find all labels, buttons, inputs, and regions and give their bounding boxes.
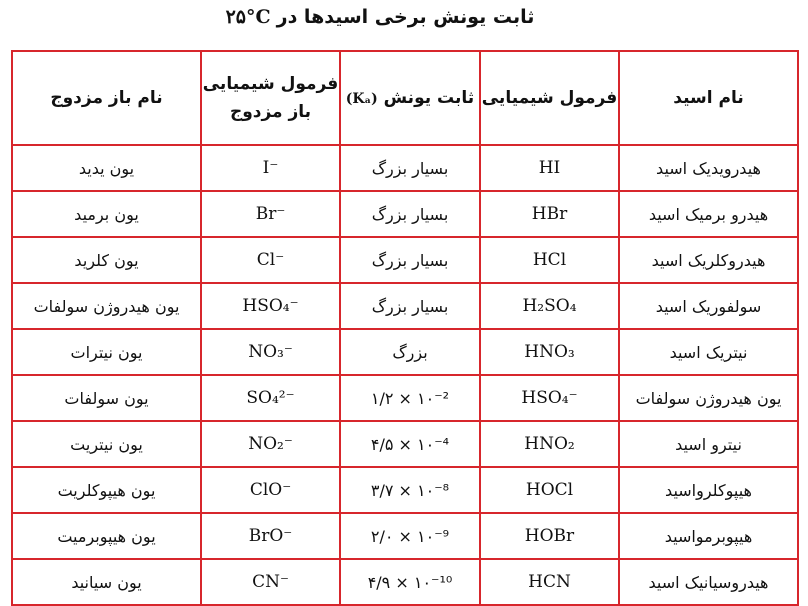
table-header-row [12, 51, 798, 145]
cell-ka-text: بسیار بزرگ [371, 158, 449, 178]
cell-acid-name [619, 283, 798, 329]
cell-ka-text: بسیار بزرگ [371, 250, 449, 270]
cell-acid-name [619, 467, 798, 513]
cell-base-formula-text: CN⁻ [252, 572, 289, 592]
table-row [12, 513, 798, 559]
cell-ka [340, 191, 480, 237]
cell-acid-name [619, 513, 798, 559]
cell-acid-name [619, 421, 798, 467]
cell-acid-name [619, 145, 798, 191]
cell-ka [340, 467, 480, 513]
cell-acid-formula-text: HI [538, 158, 561, 178]
cell-base-formula-text: NO₃⁻ [248, 342, 293, 362]
cell-base-name [12, 237, 201, 283]
cell-base-name [12, 283, 201, 329]
header-ka-symbol: (Kₐ) [345, 90, 378, 107]
cell-base-formula [201, 421, 340, 467]
cell-base-name [12, 559, 201, 605]
header-acid-formula: فرمول شیمیایی [480, 51, 619, 145]
cell-acid-name [619, 237, 798, 283]
cell-acid-name-text: سولفوریک اسید [655, 296, 762, 316]
table-row [12, 237, 798, 283]
table-row [12, 145, 798, 191]
cell-base-formula [201, 375, 340, 421]
cell-acid-name [619, 329, 798, 375]
cell-acid-formula-text: HOCl [525, 480, 574, 500]
cell-acid-formula-text: H₂SO₄ [522, 296, 577, 316]
cell-base-formula-text: NO₂⁻ [248, 434, 293, 454]
cell-base-formula [201, 237, 340, 283]
cell-acid-formula [480, 329, 619, 375]
table-row [12, 329, 798, 375]
cell-acid-formula [480, 513, 619, 559]
table-row [12, 283, 798, 329]
cell-acid-formula-text: HOBr [524, 526, 575, 546]
header-base-formula-line2: باز مزدوج [229, 102, 312, 122]
cell-base-name [12, 421, 201, 467]
table-row [12, 421, 798, 467]
cell-base-formula-text: Br⁻ [255, 204, 286, 224]
cell-acid-name-text: هیدرو برمیک اسید [648, 204, 769, 224]
page-title [0, 0, 760, 34]
cell-acid-formula [480, 283, 619, 329]
cell-acid-formula-text: HSO₄⁻ [521, 388, 578, 408]
cell-acid-name-text: هیدروسیانیک اسید [648, 572, 769, 592]
cell-ka-text: بزرگ [392, 342, 428, 362]
cell-base-formula [201, 329, 340, 375]
cell-ka [340, 283, 480, 329]
cell-ka-text: بسیار بزرگ [371, 296, 449, 316]
cell-base-name [12, 329, 201, 375]
cell-acid-name-text: نیتریک اسید [669, 342, 748, 362]
header-base-formula-line1: فرمول شیمیایی [202, 74, 339, 94]
cell-ka [340, 237, 480, 283]
cell-base-formula [201, 467, 340, 513]
cell-acid-name-text: هیپوبرمواسید [664, 526, 753, 546]
cell-ka [340, 513, 480, 559]
cell-base-formula-text: SO₄²⁻ [246, 388, 295, 408]
header-base-formula [201, 51, 340, 145]
cell-acid-name [619, 375, 798, 421]
header-acid-name: نام اسید [619, 51, 798, 145]
cell-base-formula-text: Cl⁻ [256, 250, 285, 270]
cell-acid-name-text: نیترو اسید [675, 434, 742, 454]
cell-acid-formula-text: HNO₂ [524, 434, 575, 454]
cell-base-name-text: یون نیترات [70, 342, 143, 362]
cell-base-formula [201, 191, 340, 237]
cell-base-name [12, 513, 201, 559]
cell-base-formula-text: HSO₄⁻ [242, 296, 299, 316]
cell-base-name [12, 191, 201, 237]
cell-ka [340, 145, 480, 191]
cell-acid-name-text: هیدرویدیک اسید [656, 158, 761, 178]
cell-base-name-text: یون نیتریت [70, 434, 143, 454]
cell-acid-name-text: یون هیدروژن سولفات [635, 388, 782, 408]
cell-base-name-text: یون سولفات [64, 388, 149, 408]
cell-acid-formula-text: HNO₃ [524, 342, 575, 362]
table-row [12, 375, 798, 421]
cell-ka [340, 329, 480, 375]
cell-base-name-text: یون هیپوکلریت [57, 480, 156, 500]
cell-acid-formula [480, 421, 619, 467]
cell-base-name-text: یون برمید [74, 204, 139, 224]
cell-base-formula-text: ClO⁻ [249, 480, 292, 500]
cell-ka-text: ۴/۹ × ۱۰⁻¹⁰ [367, 572, 453, 592]
table-body [12, 145, 798, 605]
cell-base-name-text: یون هیپوبرمیت [57, 526, 156, 546]
cell-ka-text: ۱/۲ × ۱۰⁻² [370, 388, 450, 408]
cell-base-name [12, 145, 201, 191]
cell-base-name-text: یون یدید [78, 158, 135, 178]
cell-base-formula [201, 283, 340, 329]
cell-ka [340, 559, 480, 605]
cell-base-formula [201, 513, 340, 559]
cell-acid-formula [480, 467, 619, 513]
cell-acid-formula [480, 237, 619, 283]
cell-acid-formula [480, 145, 619, 191]
header-base-name: نام باز مزدوج [12, 51, 201, 145]
cell-ka-text: بسیار بزرگ [371, 204, 449, 224]
header-ka [340, 51, 480, 145]
cell-ka-text: ۲/۰ × ۱۰⁻⁹ [370, 526, 450, 546]
cell-base-name-text: یون سیانید [71, 572, 142, 592]
cell-acid-name-text: هیدروکلریک اسید [651, 250, 766, 270]
cell-base-formula-text: BrO⁻ [248, 526, 293, 546]
cell-base-formula-text: I⁻ [262, 158, 279, 178]
cell-ka-text: ۳/۷ × ۱۰⁻⁸ [370, 480, 450, 500]
cell-acid-formula [480, 375, 619, 421]
table-row [12, 191, 798, 237]
cell-base-name-text: یون هیدروژن سولفات [33, 296, 180, 316]
table-row [12, 467, 798, 513]
cell-acid-formula-text: HBr [531, 204, 568, 224]
cell-acid-name-text: هیپوکلرواسید [665, 480, 752, 500]
acid-ionization-table [11, 50, 799, 606]
cell-acid-formula [480, 559, 619, 605]
title-text: ثابت یونش برخی اسیدها در [276, 6, 535, 28]
cell-base-name [12, 375, 201, 421]
header-ka-label: ثابت یونش [383, 87, 475, 108]
table-row [12, 559, 798, 605]
cell-base-name [12, 467, 201, 513]
cell-ka [340, 421, 480, 467]
cell-acid-formula [480, 191, 619, 237]
cell-base-formula [201, 559, 340, 605]
cell-ka [340, 375, 480, 421]
cell-acid-name [619, 559, 798, 605]
cell-acid-formula-text: HCN [528, 572, 571, 592]
cell-acid-formula-text: HCl [532, 250, 567, 270]
cell-ka-text: ۴/۵ × ۱۰⁻⁴ [370, 434, 450, 454]
title-temperature: ۲۵°C [225, 6, 271, 28]
cell-base-name-text: یون کلرید [74, 250, 139, 270]
cell-acid-name [619, 191, 798, 237]
cell-base-formula [201, 145, 340, 191]
